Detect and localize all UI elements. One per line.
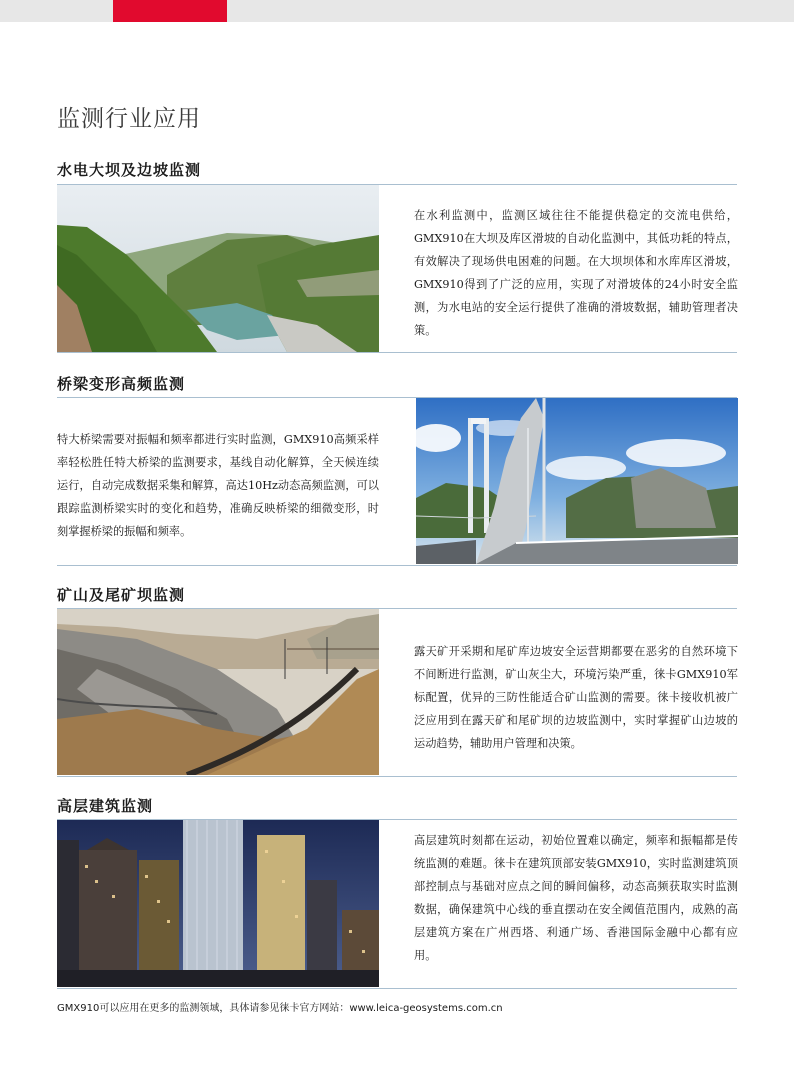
mine-photo (57, 609, 379, 775)
section-title-highrise: 高层建筑监测 (57, 797, 154, 815)
dam-photo (57, 185, 379, 352)
mine-description: 露天矿开采期和尾矿库边坡安全运营期都要在恶劣的自然环境下不间断进行监测，矿山灰尘大，环境污染严重，徕卡GMX910军标配置，优异的三防性能适合矿山监测的需要。徕卡接收机被广泛应用到在露天矿和尾矿坝的边坡监测中，实时掌握矿山边坡的运动趋势，辅助用户管理和决策。 (414, 645, 738, 750)
bridge-photo (416, 398, 738, 564)
section-divider (57, 565, 737, 566)
highrise-photo (57, 820, 379, 987)
section-title-dam: 水电大坝及边坡监测 (57, 161, 202, 179)
section-divider (57, 776, 737, 777)
page-title: 监测行业应用 (57, 106, 201, 132)
footer-note: GMX910可以应用在更多的监测领域，具体请参见徕卡官方网站：www.leica-geosystems.com.cn (57, 1003, 503, 1014)
brand-tab (113, 0, 227, 22)
bridge-description: 特大桥梁需要对振幅和频率都进行实时监测，GMX910高频采样率轻松胜任特大桥梁的监测要求，基线自动化解算，全天候连续运行，自动完成数据采集和解算，高达10Hz动态高频监测，可以跟踪监测桥梁实时的变化和趋势，准确反映桥梁的细微变形，时刻掌握桥梁的振幅和频率。 (57, 433, 379, 538)
highrise-description: 高层建筑时刻都在运动，初始位置难以确定，频率和振幅都是传统监测的难题。徕卡在建筑顶部安装GMX910，实时监测建筑顶部控制点与基础对应点之间的瞬间偏移，动态高频获取实时监测数据，确保建筑中心线的垂直摆动在安全阈值范围内，成熟的高层建筑方案在广州西塔、利通广场、香港国际金融中心都有应用。 (414, 834, 738, 962)
section-divider (57, 352, 737, 353)
dam-description: 在水利监测中，监测区域往往不能提供稳定的交流电供给，GMX910在大坝及库区滑坡的自动化监测中，其低功耗的特点，有效解决了现场供电困难的问题。在大坝坝体和水库库区滑坡，GMX910得到了广泛的应用，实现了对滑坡体的24小时安全监测，为水电站的安全运行提供了准确的滑坡数据，辅助管理者决策。 (414, 209, 738, 337)
section-title-mine: 矿山及尾矿坝监测 (57, 586, 186, 604)
section-title-bridge: 桥梁变形高频监测 (57, 375, 186, 393)
section-divider (57, 988, 737, 989)
